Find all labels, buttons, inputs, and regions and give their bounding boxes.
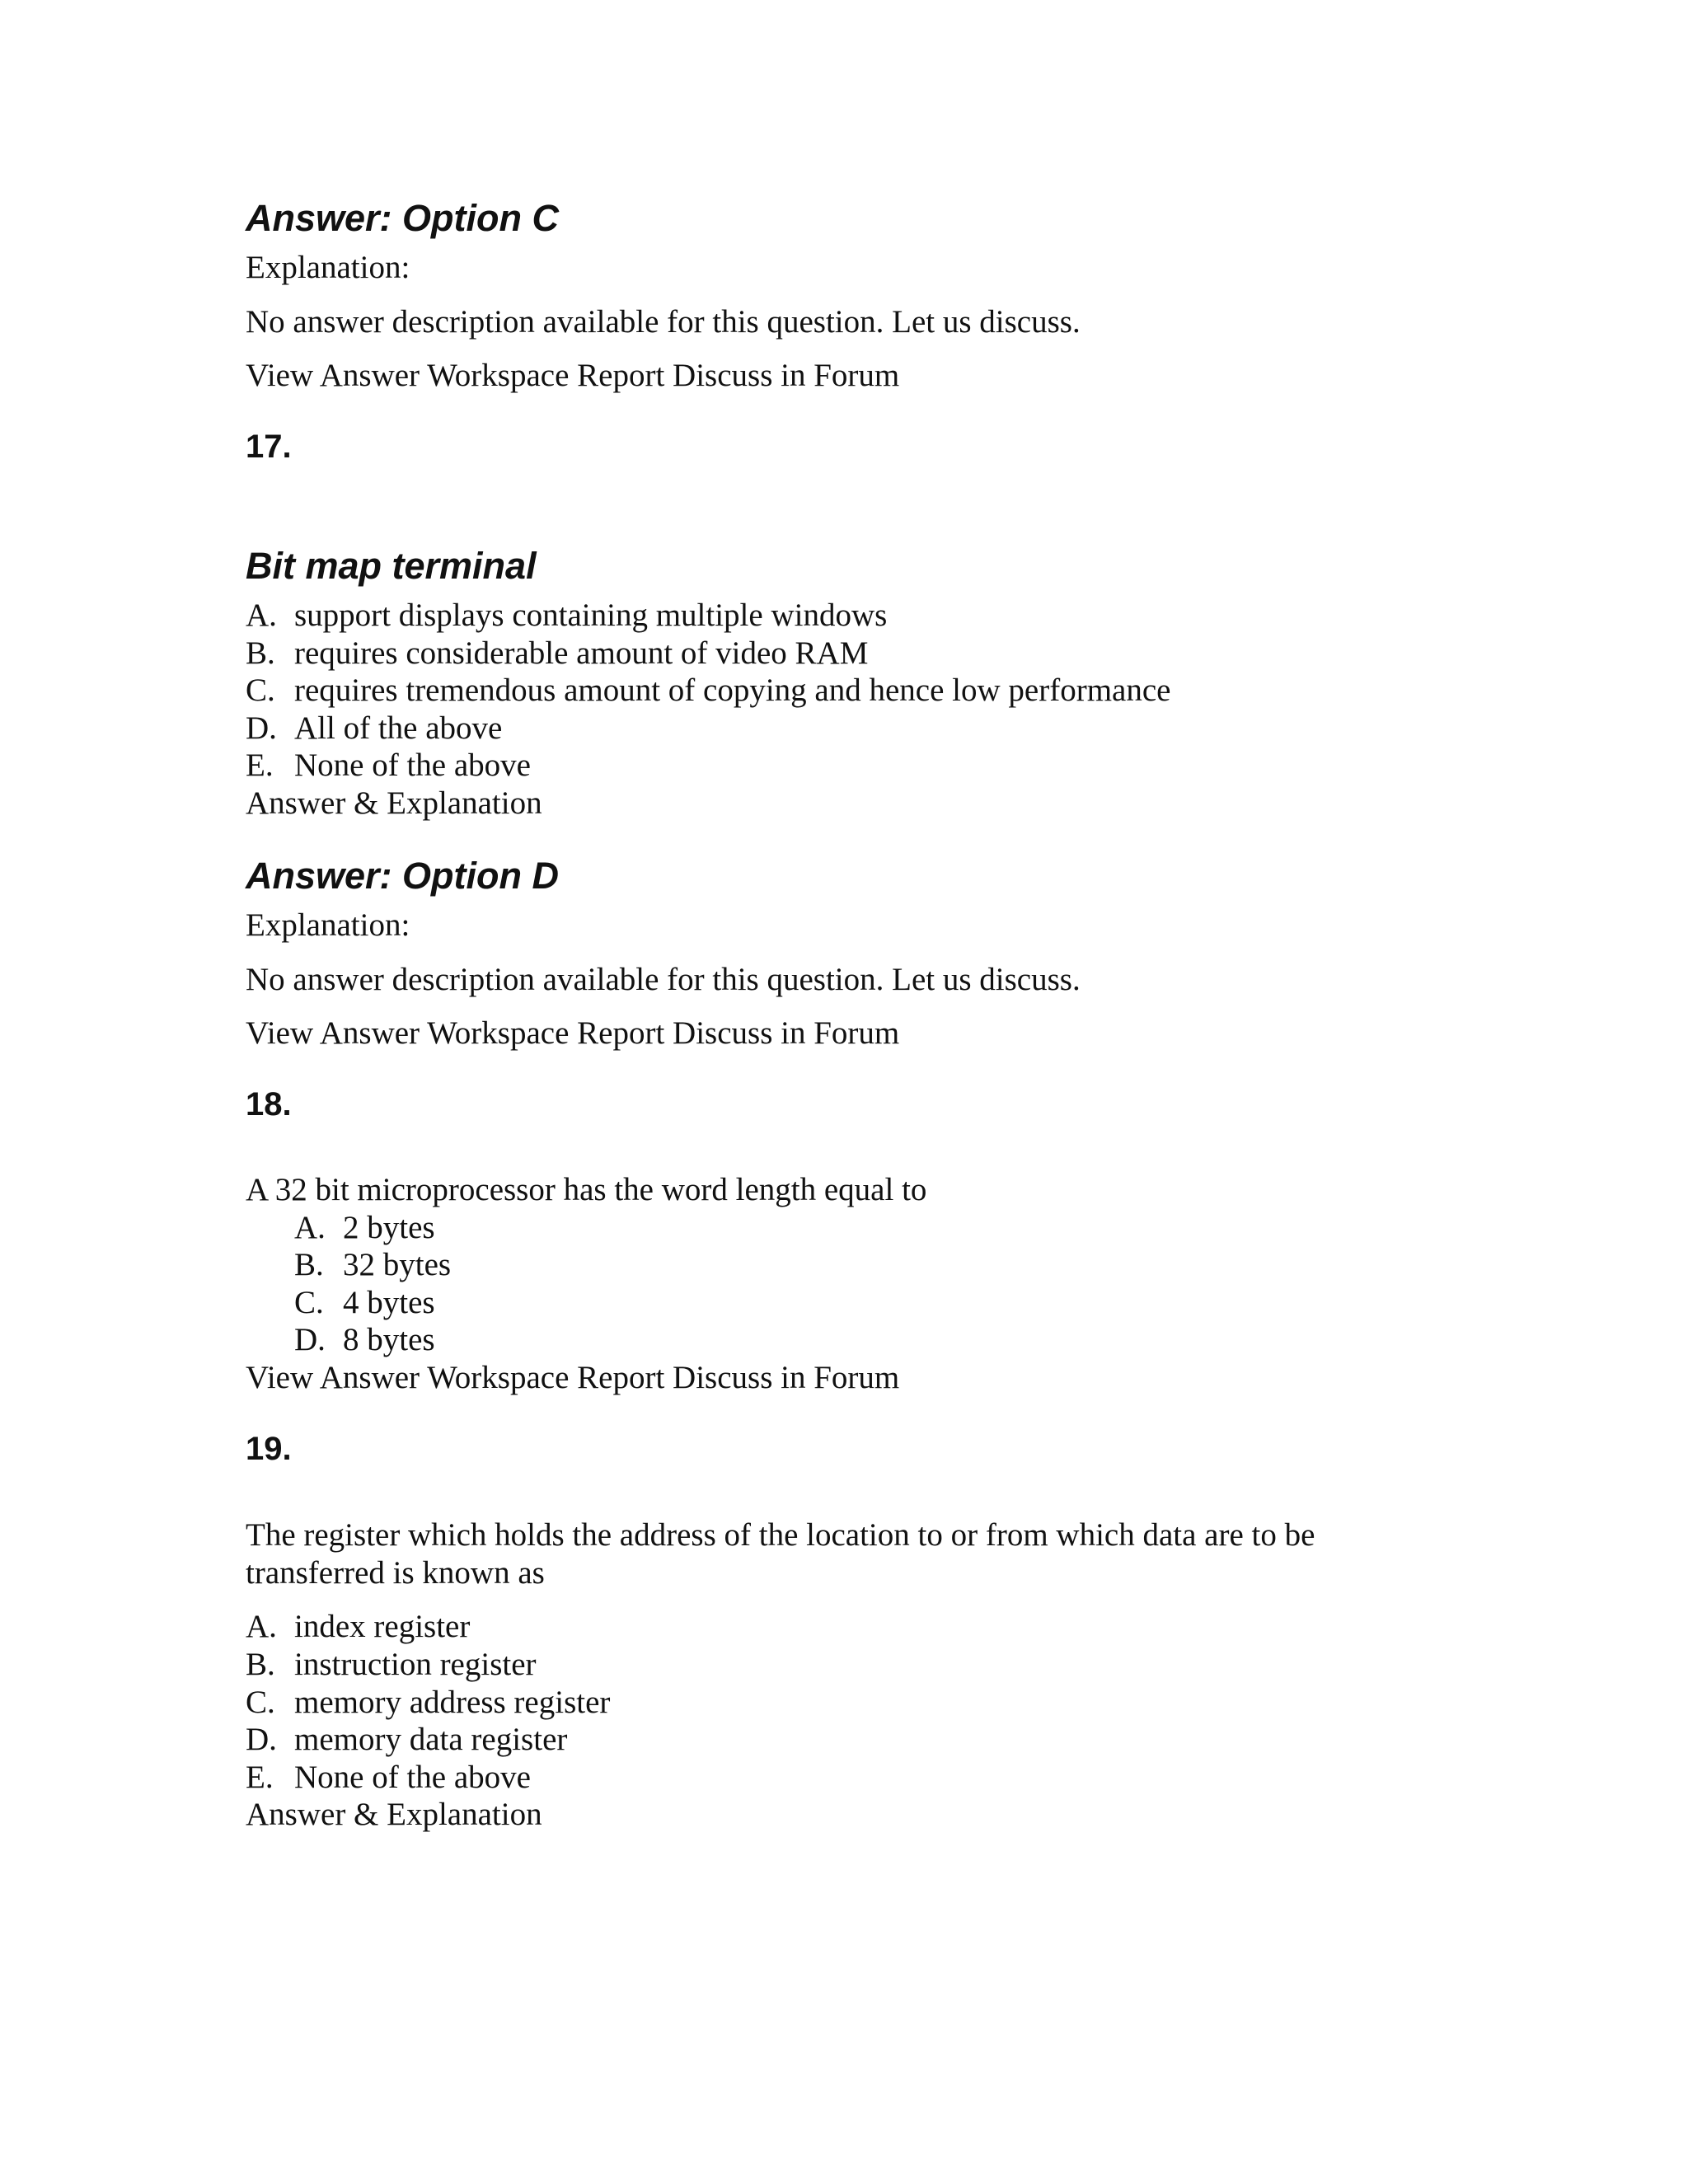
option-letter: D. xyxy=(294,1322,326,1357)
option-text: None of the above xyxy=(294,748,531,783)
workspace-link[interactable]: Workspace xyxy=(427,1360,570,1395)
question-text-line2: transferred is known as xyxy=(246,1555,545,1591)
question-number: 19. xyxy=(246,1431,292,1467)
option-text: 32 bytes xyxy=(343,1247,452,1282)
option-letter: D. xyxy=(246,710,277,746)
option-d[interactable] xyxy=(246,710,502,748)
option-letter: E. xyxy=(246,1760,274,1795)
option-text: memory data register xyxy=(294,1722,568,1757)
option-letter: C. xyxy=(294,1285,324,1320)
option-text: requires tremendous amount of copying and hence low performance xyxy=(294,673,1171,708)
option-a[interactable] xyxy=(246,597,887,635)
option-a[interactable] xyxy=(246,1608,470,1646)
option-d[interactable] xyxy=(294,1321,435,1359)
option-text: index register xyxy=(294,1609,471,1644)
option-e[interactable] xyxy=(246,747,531,785)
question-text: A 32 bit microprocessor has the word length equal to xyxy=(246,1172,927,1207)
option-text: instruction register xyxy=(294,1647,537,1682)
question-links xyxy=(246,357,899,395)
question-number: 17. xyxy=(246,429,292,465)
discuss-in-forum-link[interactable]: Discuss in Forum xyxy=(673,1360,900,1395)
option-text: None of the above xyxy=(294,1760,531,1795)
option-letter: E. xyxy=(246,748,274,783)
option-a[interactable] xyxy=(294,1209,435,1247)
report-link[interactable]: Report xyxy=(577,1015,665,1051)
option-b[interactable] xyxy=(246,1646,537,1684)
option-letter: D. xyxy=(246,1722,277,1757)
question-links xyxy=(246,1359,899,1397)
explanation-text: No answer description available for this question. Let us discuss. xyxy=(246,962,1081,997)
view-answer-link[interactable]: View Answer xyxy=(246,1015,420,1051)
option-letter: B. xyxy=(246,1647,275,1682)
option-letter: B. xyxy=(294,1247,324,1282)
option-b[interactable] xyxy=(294,1246,451,1284)
option-text: 2 bytes xyxy=(343,1210,435,1245)
option-letter: B. xyxy=(246,635,275,671)
answer-explanation-toggle[interactable]: Answer & Explanation xyxy=(246,785,542,821)
option-c[interactable] xyxy=(294,1284,435,1322)
report-link[interactable]: Report xyxy=(577,1360,665,1395)
workspace-link[interactable]: Workspace xyxy=(427,358,570,393)
option-text: requires considerable amount of video RAM xyxy=(294,635,869,671)
view-answer-link[interactable]: View Answer xyxy=(246,358,420,393)
option-text: memory address register xyxy=(294,1685,611,1720)
option-letter: C. xyxy=(246,673,275,708)
option-text: All of the above xyxy=(294,710,503,746)
option-letter: A. xyxy=(246,598,277,633)
option-text: 4 bytes xyxy=(343,1285,435,1320)
option-d[interactable] xyxy=(246,1721,567,1759)
answer-heading: Answer: Option C xyxy=(246,197,559,239)
workspace-link[interactable]: Workspace xyxy=(427,1015,570,1051)
answer-explanation-toggle[interactable]: Answer & Explanation xyxy=(246,1797,542,1832)
option-text: support displays containing multiple windows xyxy=(294,598,888,633)
option-letter: A. xyxy=(294,1210,326,1245)
report-link[interactable]: Report xyxy=(577,358,665,393)
option-c[interactable] xyxy=(246,672,1170,710)
option-letter: C. xyxy=(246,1685,275,1720)
discuss-in-forum-link[interactable]: Discuss in Forum xyxy=(673,1015,900,1051)
explanation-label: Explanation: xyxy=(246,250,410,285)
question-number: 18. xyxy=(246,1086,292,1122)
option-text: 8 bytes xyxy=(343,1322,435,1357)
option-c[interactable] xyxy=(246,1684,610,1722)
question-text-line1: The register which holds the address of the location to or from which data are to be xyxy=(246,1517,1315,1553)
question-links xyxy=(246,1015,899,1052)
question-text: Bit map terminal xyxy=(246,545,537,587)
explanation-label: Explanation: xyxy=(246,907,410,943)
view-answer-link[interactable]: View Answer xyxy=(246,1360,420,1395)
option-e[interactable] xyxy=(246,1759,531,1797)
option-b[interactable] xyxy=(246,635,868,673)
explanation-text: No answer description available for this question. Let us discuss. xyxy=(246,304,1081,340)
answer-heading: Answer: Option D xyxy=(246,855,559,897)
discuss-in-forum-link[interactable]: Discuss in Forum xyxy=(673,358,900,393)
option-letter: A. xyxy=(246,1609,277,1644)
